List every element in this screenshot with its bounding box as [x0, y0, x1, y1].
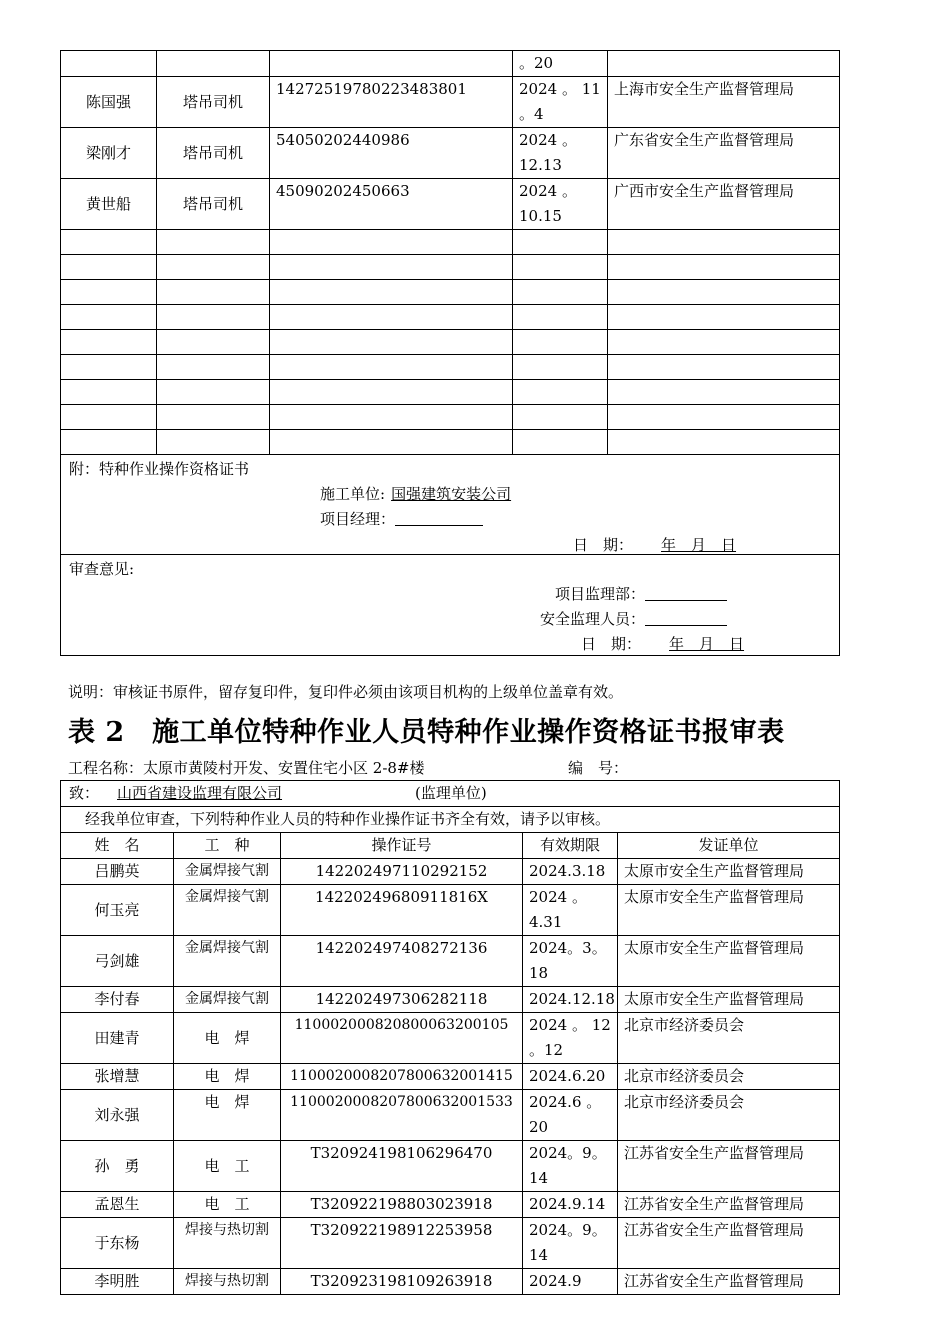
table-row [61, 51, 840, 77]
date2-line: 日 期： 年 月 日 [581, 632, 744, 657]
cert-cell: T320924198106296470 [281, 1141, 523, 1192]
table-row [61, 128, 840, 179]
date-label: 日 期： [573, 536, 634, 554]
issuer-cell: 北京市经济委员会 [618, 1090, 840, 1141]
issuer-cell: 太原市安全生产监督管理局 [618, 936, 840, 987]
page-title: 表 2 施工单位特种作业人员特种作业操作资格证书报审表 [68, 717, 785, 748]
trade-cell: 焊接与热切割 [174, 1218, 281, 1269]
validity-cell: 2024。9。14 [523, 1141, 618, 1192]
trade-cell: 电 工 [174, 1141, 281, 1192]
table-row [61, 936, 840, 987]
table-row [61, 179, 840, 230]
issuer-cell: 太原市安全生产监督管理局 [618, 859, 840, 885]
project-label: 工程名称：太原市黄陵村开发、安置住宅小区 2-8#楼 [68, 759, 425, 777]
validity-cell: 2024.9 [523, 1269, 618, 1295]
name-cell: 何玉亮 [61, 885, 174, 936]
trade-cell: 电 工 [174, 1192, 281, 1218]
supervision-dept-field [645, 583, 727, 601]
name-cell: 孟恩生 [61, 1192, 174, 1218]
to-suffix: (监理单位) [415, 784, 487, 802]
cert-cell: T320923198109263918 [281, 1269, 523, 1295]
empty-row [61, 330, 840, 355]
issuer-cell: 太原市安全生产监督管理局 [618, 987, 840, 1013]
cert-cell: 110002000820780063200153​3 [281, 1090, 523, 1141]
name-cell: 于东杨 [61, 1218, 174, 1269]
name-cell: 弓剑雄 [61, 936, 174, 987]
name-cell: 张增慧 [61, 1064, 174, 1090]
addressee-row [61, 781, 840, 807]
header-validity: 有效期限 [523, 833, 618, 859]
cert-cell: 54050202440986 [270, 128, 513, 179]
table-row [61, 1269, 840, 1295]
pm-label: 项目经理： [320, 510, 396, 528]
validity-cell: 2024。9。14 [523, 1218, 618, 1269]
trade-cell: 金属焊接气割 [174, 859, 281, 885]
validity-cell: 2024 。 11 。4 [513, 77, 608, 128]
header-cert: 操作证号 [281, 833, 523, 859]
issuer-cell: 江苏省安全生产监督管理局 [618, 1192, 840, 1218]
note-text: 说明：审核证书原件，留存复印件，复印件必须由该项目机构的上级单位盖章有效。 [68, 683, 624, 701]
table-row [61, 1013, 840, 1064]
table-row [61, 77, 840, 128]
issuer-cell: 江苏省安全生产监督管理局 [618, 1269, 840, 1295]
cert-cell: 142202497110292152 [281, 859, 523, 885]
table-row [61, 987, 840, 1013]
review-section [61, 555, 840, 656]
cert-cell: 110002000820780063200141​5 [281, 1064, 523, 1090]
trade-cell: 焊接与热切割 [174, 1269, 281, 1295]
attachment-section [61, 455, 840, 555]
table2 [60, 780, 840, 1295]
issuer-cell: 北京市经济委员会 [618, 1013, 840, 1064]
table-row [61, 859, 840, 885]
validity-cell: 2024.3.18 [523, 859, 618, 885]
pm-line [320, 507, 483, 532]
trade-cell: 电 焊 [174, 1013, 281, 1064]
issuer-cell: 江苏省安全生产监督管理局 [618, 1141, 840, 1192]
validity-cell: 2024 。 12.13 [513, 128, 608, 179]
supervision-dept-line: 项目监理部： [555, 582, 727, 607]
project-line [68, 757, 629, 778]
validity-cell: 2024.6.20 [523, 1064, 618, 1090]
name-cell: 吕鹏英 [61, 859, 174, 885]
name-cell: 陈国强 [61, 77, 157, 128]
issuer-cell: 广西市安全生产监督管理局 [608, 179, 840, 230]
issuer-cell: 广东省安全生产监督管理局 [608, 128, 840, 179]
header-name: 姓 名 [61, 833, 174, 859]
trade-cell: 电 焊 [174, 1064, 281, 1090]
trade-cell: 塔吊司机 [157, 128, 270, 179]
table-row [61, 1192, 840, 1218]
contractor-value: 国强建筑安装公司 [391, 485, 512, 503]
cert-cell: 45090202450663 [270, 179, 513, 230]
review-label: 审查意见: [69, 560, 135, 578]
trade-cell: 电 焊 [174, 1090, 281, 1141]
empty-row [61, 305, 840, 330]
empty-row [61, 355, 840, 380]
name-cell: 田建青 [61, 1013, 174, 1064]
validity-cell: 2024.12.18 [523, 987, 618, 1013]
safety-supervisor-field [645, 608, 727, 626]
contractor-label: 施工单位: [320, 485, 386, 503]
empty-row [61, 430, 840, 455]
validity-cell: 2024 。 10.15 [513, 179, 608, 230]
validity-cell: 2024.6 。 20 [523, 1090, 618, 1141]
table-row [61, 1090, 840, 1141]
validity-cell: 2024 。 12 。12 [523, 1013, 618, 1064]
issuer-cell: 北京市经济委员会 [618, 1064, 840, 1090]
date2-value: 年 月 日 [669, 635, 745, 653]
issuer-cell: 太原市安全生产监督管理局 [618, 885, 840, 936]
name-cell: 黄世船 [61, 179, 157, 230]
validity-cell: 2024。3。18 [523, 936, 618, 987]
trade-cell: 金属焊接气割 [174, 885, 281, 936]
name-cell: 李付春 [61, 987, 174, 1013]
safety-supervisor-line: 安全监理人员： [540, 607, 727, 632]
empty-row [61, 230, 840, 255]
name-cell: 李明胜 [61, 1269, 174, 1295]
trade-cell: 金属焊接气割 [174, 936, 281, 987]
cert-cell: 14272519780223483801 [270, 77, 513, 128]
attachment-label: 附：特种作业操作资格证书 [69, 460, 250, 478]
statement-row [61, 807, 840, 833]
trade-cell: 塔吊司机 [157, 77, 270, 128]
table-row [61, 885, 840, 936]
validity-cell: 2024.9.14 [523, 1192, 618, 1218]
date-value: 年 月 日 [661, 536, 737, 554]
cert-cell: T320922198803023918 [281, 1192, 523, 1218]
header-row [61, 833, 840, 859]
contractor-line [320, 482, 590, 507]
cert-cell: T320922198912253958 [281, 1218, 523, 1269]
name-cell: 梁刚才 [61, 128, 157, 179]
validity-cell: 。20 [513, 51, 608, 77]
cert-cell: 14220249680911816X [281, 885, 523, 936]
table-row [61, 1141, 840, 1192]
to-label: 致： [69, 784, 100, 802]
pm-signature-field [395, 508, 483, 526]
issuer-cell: 上海市安全生产监督管理局 [608, 77, 840, 128]
issuer-cell: 江苏省安全生产监督管理局 [618, 1218, 840, 1269]
header-issuer: 发证单位 [618, 833, 840, 859]
header-trade: 工 种 [174, 833, 281, 859]
number-label: 编 号： [568, 759, 629, 777]
empty-row [61, 380, 840, 405]
to-value: 山西省建设监理有限公司 [117, 784, 283, 802]
cert-cell: 142202497408272136 [281, 936, 523, 987]
empty-row [61, 255, 840, 280]
table-row [61, 1218, 840, 1269]
empty-row [61, 405, 840, 430]
table-row [61, 1064, 840, 1090]
name-cell: 孙 勇 [61, 1141, 174, 1192]
validity-cell: 2024 。 4.31 [523, 885, 618, 936]
empty-row [61, 280, 840, 305]
cert-cell: 142202497306282118 [281, 987, 523, 1013]
statement-text: 经我单位审查，下列特种作业人员的特种作业操作证书齐全有效，请予以审核。 [61, 807, 840, 833]
trade-cell: 金属焊接气割 [174, 987, 281, 1013]
trade-cell: 塔吊司机 [157, 179, 270, 230]
cert-cell: 11000200082080006320010​5 [281, 1013, 523, 1064]
table1-continued [60, 50, 840, 656]
name-cell: 刘永强 [61, 1090, 174, 1141]
